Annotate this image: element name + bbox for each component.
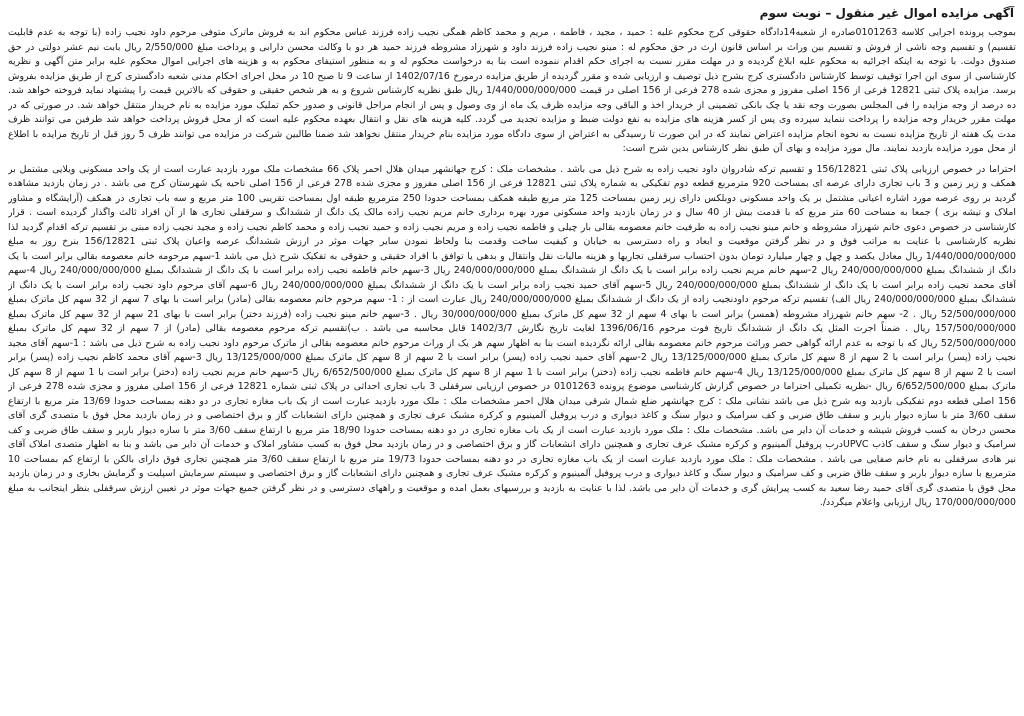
notice-paragraph-auction-terms: بموجب پرونده اجرایی کلاسه 0101263صادره از شعبه14دادگاه حقوقی کرج محکوم علیه : حمید ، مجید ، فاطمه ، مریم و محمد کاظم همگی نجیب زاده فرزند عباس محکوم اند به فروش ماترک متوفی مرحوم داود نجیب زاده (با توجه به عدم قابلیت تقسیم) و تقسیم وجه ناشی از فروش و تقسیم بین وراث بر اساس قانون ارث در حق محکوم له : مینو نجیب زاده فرزند داود و شهرزاد مشروطه فرزند حمید هر دو با وکالت محسن دارابی و پرداخت مبلغ 2/550/000 ریال بابت نیم عشر دولتی در حق صندوق دولت. با توجه به اینکه اجرائیه به محکوم علیه ابلاغ گردیده و در مهلت مقرر نسبت به اجرای حکم اقدام ننموده است بنا به درخواست محکوم له و به منظور استیفای محکوم به و هزینه های اجرایی اموال محکوم علیه برابر متن آگهی و نظریه کارشناسی از سوی این اجرا توقیف توسط کارشناس دادگستری کرج بشرح ذیل توصیف و ارزیابی شده و مقرر گردیده از طریق مزایده درمورخ 1402/07/16 از ساعت 9 تا صبح 10 در محل اجرای احکام مدنی شعبه دادگستری کرج از طریق مزایده بفروش برسد. مزایده پلاک ثبتی 12821 فرعی از 156 اصلی مفروز و مجزی شده 278 فرعی از 156 اصلی در قیمت 1/440/000/000/000 ریال طبق نظریه کارشناس شروع و به هر شخص حقیقی و حقوقی که بالاترین قیمت را پیشنهاد نماید فروخته خواهد شد. ده درصد از وجه مزایده را فی المجلس بصورت وجه نقد یا چک بانکی تضمینی از خریدار اخذ و الباقی وجه مزایده ظرف یک ماه از وی وصول و پس از انجام مراحل قانونی و صدور حکم تملیک مورد مزایده به نام خریدار منتقل خواهد شد. در صورتی که در مهلت مقرر خریدار وجه مزایده را پرداخت ننماید سپرده وی پس از کسر هزینه های مزایده به نفع دولت ضبط و مزایده تجدید می گردد. کلیه هزینه های نقل و انتقال بعهده محکوم علیه است که از محل فروش پرداخت خواهد شد طرفین می توانند ظرف مدت یک هفته از تاریخ مزایده نسبت به نحوه انجام مزایده اعتراض نمایند که در این صورت تا رسیدگی به اعتراض از سوی دادگاه مورد مزایده بنام خریدار منتقل نخواهد شد ضمنا طالبین شرکت در مزایده می توانند ظرف 5 روز قبل از تاریخ مزایده با اطلاع از محل مورد مزایده بازدید نمایند. مال مورد مزایده و بهای آن طبق نظر کارشناس بدین شرح است:	[8, 27, 1016, 154]
notice-paragraph-expert-appraisal: احتراما در خصوص ارزیابی پلاک ثبتی 156/12821 و تقسیم ترکه شادروان داود نجیب زاده به شرح ذیل می باشد . مشخصات ملک : کرج جهانشهر میدان هلال احمر پلاک 66 مشخصات ملک مورد بازدید عبارت است از یک واحد مسکونی ویلایی مشتمل بر همکف و زیر زمین و 3 باب تجاری دارای عرصه ای بمساحت 920 مترمربع قطعه دوم تفکیکی به شماره پلاک ثبتی 12821 فرعی از 156 اصلی مفروز و مجزی شده 278 فرعی از 156 اصلی ناحیه یک شهرستان کرج می باشد . در زمان بازدید مشاهده گردید بر روی عرصه مورد اشاره اعیانی مشتمل بر یک واحد مسکونی دوبلکس دارای زیر زمین بمساحت 125 متر مربع طبقه همکف بمساحت حدودا 250 مترمربع طبقه اول بمساحت تقریبی 100 متر مربع و سه باب تجاری در همکف (آرایشگاه و مشاور املاک و تیشه بری ) جمعا به مساحت 60 متر مربع که با قدمت بیش از 40 سال و در زمان بازدید واحد مسکونی مورد بهره برداری خانم مریم نجیب زاده مالک یک دانگ از ششدانگ و سرقفلی تجاری ها از آن افراد ثالث واگذار گردیده است . قرار کارشناسی در خصوص دعوی خانم شهرزاد مشروطه و خانم مینو نجیب زاده به طرفیت خانم معصومه بقالی بار چیلی و فاطمه نجیب زاده و مریم نجیب زاده و حمید نجیب زاده و محمد کاظم نجیب زاده و مجید نجیب زاده مبنی بر تقسیم ترکه اقدام گردید لذا نظریه کارشناسی با عنایت به مراتب فوق و در نظر گرفتن موقعیت و ابعاد و راه دسترسی به خیابان و کیفیت ساخت وقدمت بنا ولحاظ نمودن سایر جهات موثر در ارزش ششدانگ عرصه واعیان پلاک ثبتی 156/12821 بنرخ روز به مبلغ 1/440/000/000/000 ریال معادل یکصد و چهل و چهار میلیارد تومان بدون احتساب سرقفلی تجاریها و هزینه مالیات نقل وانتقال و بدهی یا توافق با افراد حقیقی و حقوقی به تفکیک شرح ذیل می باشد 1-سهم مرحومه خانم معصومه بقالی برابر است با یک دانگ از ششدانگ بمبلغ 240/000/000/000 ریال 2-سهم خانم مریم نجیب زاده برابر است با یک دانگ از ششدانگ بمبلغ 240/000/000/000 ریال 3-سهم خانم فاطمه نجیب زاده برابر است با یک دانگ از ششدانگ بمبلغ 240/000/000/000 ریال 4-سهم آقای محمد نجیب زاده برابر است با یک دانگ از ششدانگ بمبلغ 240/000/000/000 ریال 5-سهم آقای حمید نجیب زاده برابر است با یک دانگ از ششدانگ بمبلغ 240/000/000/000 ریال 6-سهم آقای مرحوم داود نجیب زاده برابر است با یک دانگ از ششدانگ بمبلغ 240/000/000/000 ریال الف) تقسیم ترکه مرحوم داودنجیب زاده از یک دانگ از ششدانگ بمبلغ 240/000/000/000 ریال عبارت است از : 1- سهم مرحوم خانم معصومه بقالی (مادر) برابر است با بهای 7 سهم از 32 سهم کل ماترک بمبلغ 52/500/000/000 ریال . 2- سهم خانم شهرزاد مشروطه (همسر) برابر است با بهای 4 سهم از 32 سهم کل ماترک بمبلغ 30/000/000/000 ریال . 3-سهم خانم مینو نجیب زاده (فرزند دختر) برابر است با بهای 21 سهم از 32 سهم کل ماترک بمبلغ 157/500/000/000 ریال . ضمناً اجرت المثل یک دانگ از ششدانگ تاریخ فوت مرحوم 1396/06/16 لغایت تاریخ نگارش 1402/3/7 قابل محاسبه می باشد . ب)تقسیم ترکه مرحوم معصومه بقالی (مادر) از 7 سهم از 32 سهم کل ماترک بمبلغ 52/500/000/000 ریال که با توجه به عدم ارائه گواهی حصر وراثت مرحوم خانم معصومه بقالی ارائه نگردیده است بنا به اظهار سهم هر یک از وراث مرحوم خانم معصومه بقالی از ماترک مرحوم داود نجیب زاده به شرح ذیل می باشد : 1-سهم آقای مجید نجیب زاده (پسر) برابر است با 2 سهم از 8 سهم کل ماترک بمبلغ 13/125/000/000 ریال 2-سهم آقای حمید نجیب زاده (پسر) برابر است با 2 سهم از 8 سهم کل ماترک بمبلغ 13/125/000/000 ریال 3-سهم آقای محمد کاظم نجیب زاده (پسر) برابر است با 2 سهم از 8 سهم کل ماترک بمبلغ 13/125/000/000 ریال 4-سهم خانم فاطمه نجیب زاده (دختر) برابر است با 1 سهم از 8 سهم کل ماترک بمبلغ 6/652/500/000 ریال 5-سهم خانم مریم نجیب زاده (دختر) برابر است با 1 سهم از 8 سهم کل ماترک بمبلغ 6/652/500/000 ریال -نظریه تکمیلی احتراما در خصوص گزارش کارشناسی موضوع پرونده 0101263 در خصوص ارزیابی سرقفلی 3 باب تجاری احداثی در پلاک ثبتی شماره 12821 فرعی از 156 اصلی مفروز و مجزی شده 278 فرعی از 156 اصلی قطعه دوم تفکیکی بازدید وبه شرح ذیل می باشد نشانی ملک : کرج جهانشهر ضلع شمال شرقی میدان هلال احمر مشخصات ملک : ملک مورد بازدید عبارت است از یک باب مغازه تجاری در دو دهنه بمساحت حدودا 13/69 متر مربع با ارتفاع سقف 3/60 متر با سازه دیوار باربر و سقف طاق ضربی و کف سرامیک و دیوار سنگ و کاغذ دیواری و درب پروفیل آلمینیوم و کرکره مشبک عرف تجاری و همچنین دارای انشعابات گاز و برق اختصاصی و در زمان بازدید محل فوق با متصدی گری آقای محسن درخان به کسب فروش شیشه و خدمات آن دایر می باشد. مشخصات ملک : ملک مورد بازدید عبارت است از یک باب مغازه تجاری در دو دهنه بمساحت حدودا 18/90 متر مربع با ارتفاع سقف 3/60 متر با سازه دیوار باربر و سقف طاق ضربی و کف سرامیک و دیوار سنگ و سقف کاذب UPVCدرب پروفیل آلمینیوم و کرکره مشبک عرف تجاری و همچنین دارای انشعابات گاز و برق اختصاصی و در زمان بازدید محل فوق به کسب مشاور املاک و خدمات آن دایر می باشد و بنا به اظهار متصدی املاک آقای نیر هادی سرقفلی به نام خانم صفایی می باشد . مشخصات ملک : ملک مورد بازدید عبارت است از یک باب مغازه تجاری در دو دهنه بمساحت حدودا 19/73 متر مربع با ارتفاع سقف 3/60 متر همچنین تجاری فوق دارای بالکن با ارتفاع کم بمساحت 10 مترمربع با سازه دیوار باربر و سقف طاق ضربی و کف سرامیک و دیوار سنگ و کاغذ دیواری و درب پروفیل آلمینیوم و کرکره مشبک عرف تجاری و همچنین دارای انشعابات گاز و برق اختصاصی و سیستم سرمایش اسپلیت و گرمایش بخاری و در زمان بازدید محل فوق با متصدی گری آقای حمید رضا سعید به کسب پیرایش گری و خدمات آن دایر می باشد. لذا با عنایت به بازدید و بررسیهای بعمل امده و موقعیت و راههای دسترسی و در نظر گرفتن جمیع جهات موثر در تعیین ارزش سرقفلی بنظر اینجانب به مبلغ 170/000/000/000 ریال ارزیابی واعلام میگردد/.	[8, 163, 1016, 508]
notice-title: آگهی مزایده اموال غیر منقول – نوبت سوم	[759, 6, 1014, 20]
legal-notice-document	[8, 4, 1016, 712]
